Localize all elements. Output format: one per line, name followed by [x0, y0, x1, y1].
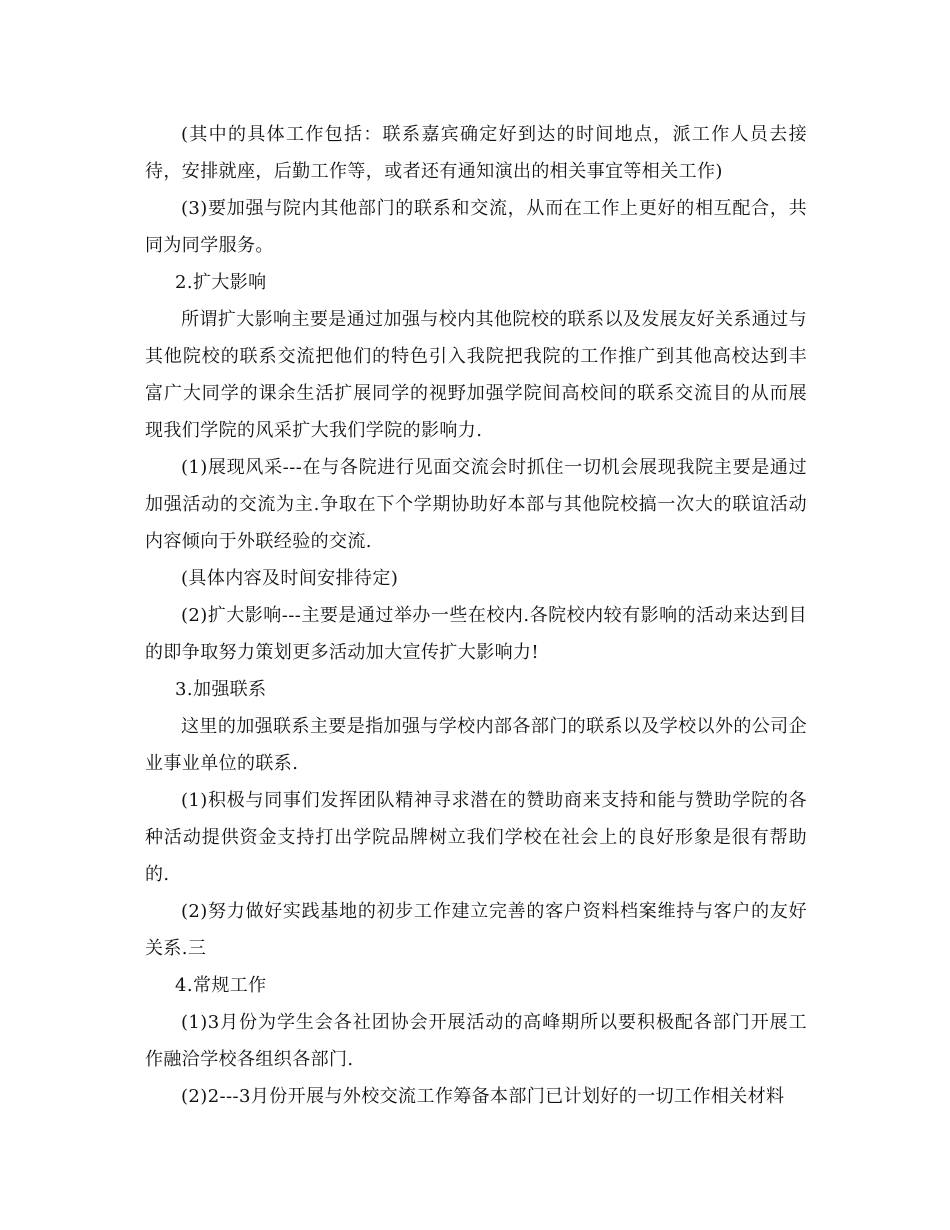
paragraph-item-2-exchange-preparation: (2)2---3月份开展与外校交流工作筹备本部门已计划好的一切工作相关材料: [181, 1086, 785, 1107]
paragraph-item-2-expand-influence: (2)扩大影响---主要是通过举办一些在校内.各院校内较有影响的活动来达到目的即争取努力策划更多活动加大宣传扩大影响力!: [145, 605, 807, 663]
section-heading-routine-work: 4.常规工作: [175, 975, 267, 996]
paragraph-item-1-show-style: (1)展现风采---在与各院进行见面交流会时抓住一切机会展现我院主要是通过加强活动的交流为主.争取在下个学期协助好本部与其他院校搞一次大的联谊活动内容倾向于外联经验的交流.: [145, 457, 807, 552]
paragraph-item-3-cooperation: (3)要加强与院内其他部门的联系和交流，从而在工作上更好的相互配合，共同为同学服务。: [145, 198, 807, 256]
paragraph-specific-work-note: (其中的具体工作包括：联系嘉宾确定好到达的时间地点，派工作人员去接待，安排就座，后勤工作等，或者还有通知演出的相关事宜等相关工作): [145, 124, 807, 182]
paragraph-schedule-pending: (具体内容及时间安排待定): [181, 568, 399, 589]
paragraph-strengthen-contact-description: 这里的加强联系主要是指加强与学校内部各部门的联系以及学校以外的公司企业事业单位的联系.: [145, 716, 807, 774]
paragraph-item-1-march-activities: (1)3月份为学生会各社团协会开展活动的高峰期所以要积极配各部门开展工作融洽学校各组织各部门.: [145, 1012, 807, 1070]
paragraph-expand-influence-description: 所谓扩大影响主要是通过加强与校内其他院校的联系以及发展友好关系通过与其他院校的联系交流把他们的特色引入我院把我院的工作推广到其他高校达到丰富广大同学的课余生活扩展同学的视野加强学院间高校间的联系交流目的从而展现我们学院的风采扩大我们学院的影响力.: [145, 309, 807, 441]
section-heading-strengthen-contact: 3.加强联系: [175, 679, 267, 700]
paragraph-item-1-sponsors: (1)积极与同事们发挥团队精神寻求潜在的赞助商来支持和能与赞助学院的各种活动提供资金支持打出学院品牌树立我们学校在社会上的良好形象是很有帮助的.: [145, 790, 807, 885]
paragraph-item-2-practice-base: (2)努力做好实践基地的初步工作建立完善的客户资料档案维持与客户的友好关系.三: [145, 901, 807, 959]
document-body: [145, 116, 807, 1115]
section-heading-expand-influence: 2.扩大影响: [175, 272, 267, 293]
